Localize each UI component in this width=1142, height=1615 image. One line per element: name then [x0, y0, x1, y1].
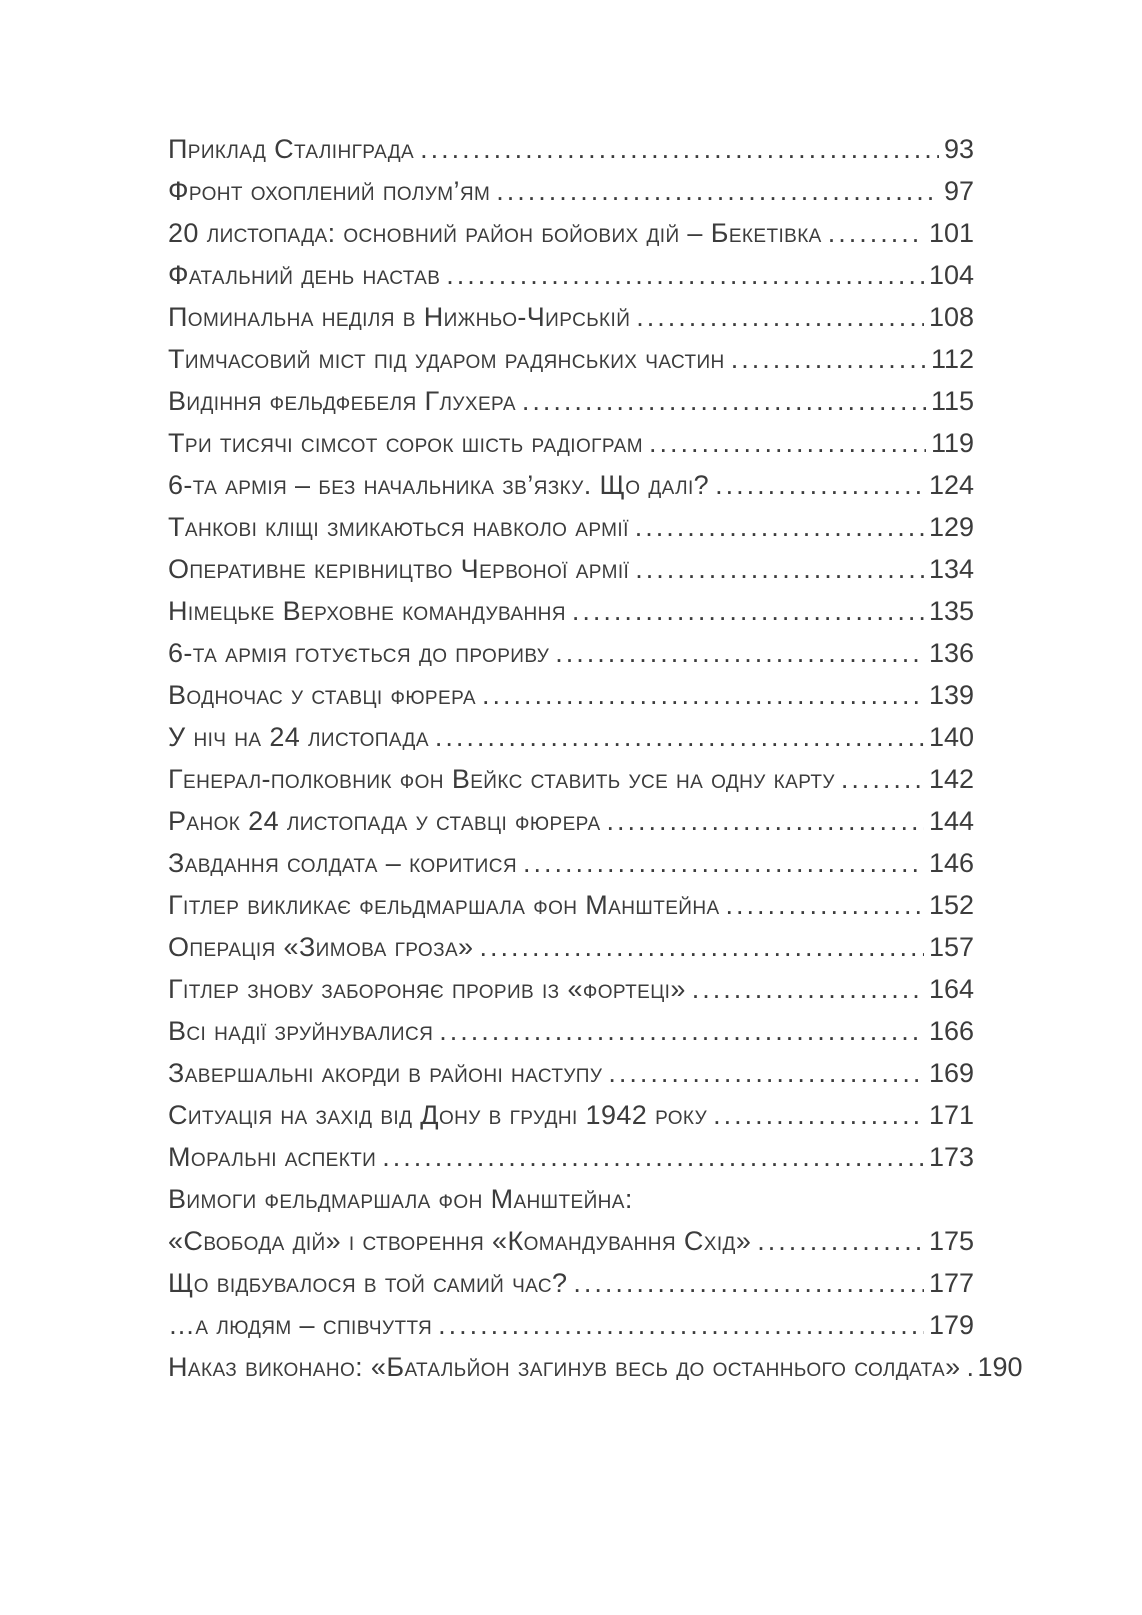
- toc-entry: [168, 674, 974, 716]
- toc-entry-page: 169: [928, 1058, 974, 1088]
- toc-entry-page: 101: [928, 218, 974, 248]
- toc-entry: [168, 1094, 974, 1136]
- toc-entry: [168, 128, 974, 170]
- toc-entry-page: 179: [928, 1310, 974, 1340]
- toc-entry-title: «Свобода дій» і створення «Командування Схід»: [168, 1226, 752, 1256]
- toc-entry-title: Видіння фельдфебеля Глухера: [168, 386, 516, 416]
- toc-entry-page: 139: [928, 680, 974, 710]
- toc-entry: [168, 170, 974, 212]
- toc-entry-page: 124: [928, 470, 974, 500]
- toc-dot-leader: [726, 884, 924, 926]
- toc-entry-title: Ситуація на захід від Дону в грудні 1942 року: [168, 1100, 708, 1130]
- toc-entry-page: 173: [928, 1142, 974, 1172]
- toc-entry-title: Вимоги фельдмаршала фон Манштейна:: [168, 1184, 633, 1214]
- toc-entry-title: Генерал-полковник фон Вейкс ставить усе на одну карту: [168, 764, 835, 794]
- toc-entry: [168, 968, 974, 1010]
- toc-entry-title: Гітлер викликає фельдмаршала фон Манштейна: [168, 890, 720, 920]
- toc-entry-page: 112: [930, 344, 974, 374]
- toc-entry-title: Приклад Сталінграда: [168, 134, 415, 164]
- toc-entry-page: 177: [928, 1268, 974, 1298]
- toc-dot-leader: [841, 758, 924, 800]
- toc-entry: [168, 1136, 974, 1178]
- toc-entry-title: Ранок 24 листопада у ставці фюрера: [168, 806, 601, 836]
- toc-entry-title: Поминальна неділя в Нижньо-Чирській: [168, 302, 631, 332]
- toc-entry-page: 152: [928, 890, 974, 920]
- toc-entry-title: Танкові кліщі змикаються навколо армії: [168, 512, 629, 542]
- toc-entry: [168, 422, 974, 464]
- toc-entry: [168, 884, 974, 926]
- toc-dot-leader: [438, 1304, 924, 1346]
- toc-entry-page: 134: [928, 554, 974, 584]
- toc-dot-leader: [573, 1262, 924, 1304]
- toc-dot-leader: [757, 1220, 924, 1262]
- toc-dot-leader: [572, 590, 924, 632]
- toc-entry-title: Гітлер знову забороняє прорив із «фортеці»: [168, 974, 686, 1004]
- toc-entry-page: 175: [928, 1226, 974, 1256]
- toc-entry: [168, 1262, 974, 1304]
- toc-entry-title: 6-та армія – без начальника зв’язку. Що далі?: [168, 470, 710, 500]
- toc-entry-page: 108: [928, 302, 974, 332]
- toc-entry: [168, 926, 974, 968]
- toc-dot-leader: [731, 338, 926, 380]
- toc-entry-page: 140: [928, 722, 974, 752]
- toc-entry-page: 129: [928, 512, 974, 542]
- toc-entry: [168, 1220, 974, 1262]
- toc-dot-leader: [713, 1094, 924, 1136]
- toc-entry-page: 97: [943, 176, 974, 206]
- toc-entry: [168, 800, 974, 842]
- toc-entry-page: 136: [928, 638, 974, 668]
- toc-entry: [168, 632, 974, 674]
- toc-dot-leader: [828, 212, 924, 254]
- toc-entry-title: Наказ виконано: «Батальйон загинув весь до останнього солдата»: [168, 1352, 961, 1382]
- toc-dot-leader: [446, 254, 924, 296]
- toc-entry: [168, 590, 974, 632]
- toc-entry-page: 135: [928, 596, 974, 626]
- toc-entry: [168, 1178, 974, 1220]
- toc-entry-title: Водночас у ставці фюрера: [168, 680, 476, 710]
- toc-entry-page: 157: [928, 932, 974, 962]
- toc-entry-title: Фатальний день настав: [168, 260, 441, 290]
- toc-entry: [168, 1304, 974, 1346]
- toc-dot-leader: [382, 1136, 924, 1178]
- toc-entry-page: 166: [928, 1016, 974, 1046]
- toc-dot-leader: [555, 632, 924, 674]
- toc-dot-leader: [649, 422, 926, 464]
- toc-dot-leader: [482, 674, 924, 716]
- toc-entry-page: 146: [928, 848, 974, 878]
- toc-entry-title: …а людям – співчуття: [168, 1310, 433, 1340]
- toc-entry-page: 142: [928, 764, 974, 794]
- toc-entry-title: У ніч на 24 листопада: [168, 722, 429, 752]
- toc-entry: [168, 842, 974, 884]
- toc-entry: [168, 464, 974, 506]
- toc-dot-leader: [523, 842, 924, 884]
- toc-dot-leader: [715, 464, 924, 506]
- toc-entry: [168, 254, 974, 296]
- toc-list: [168, 128, 1023, 1388]
- toc-entry-title: Тимчасовий міст під ударом радянських частин: [168, 344, 725, 374]
- toc-entry: [168, 212, 974, 254]
- toc-dot-leader: [420, 128, 939, 170]
- toc-entry: [168, 548, 974, 590]
- toc-dot-leader: [636, 296, 924, 338]
- toc-entry: [168, 380, 974, 422]
- toc-entry-page: 144: [928, 806, 974, 836]
- toc-entry-title: Три тисячі сімсот сорок шість радіограм: [168, 428, 643, 458]
- toc-entry-title: Операція «Зимова гроза»: [168, 932, 474, 962]
- toc-entry-page: 171: [928, 1100, 974, 1130]
- toc-entry-title: Фронт охоплений полум’ям: [168, 176, 491, 206]
- toc-entry: [168, 338, 974, 380]
- toc-entry: [168, 1010, 974, 1052]
- toc-entry-page: 164: [928, 974, 974, 1004]
- toc-entry-title: Що відбувалося в той самий час?: [168, 1268, 568, 1298]
- toc-entry-title: Німецьке Верховне командування: [168, 596, 566, 626]
- toc-entry-page: 190: [977, 1352, 1023, 1382]
- toc-dot-leader: [608, 1052, 924, 1094]
- toc-entry: [168, 296, 974, 338]
- toc-dot-leader: [692, 968, 924, 1010]
- toc-dot-leader: [635, 548, 924, 590]
- toc-dot-leader: [496, 170, 939, 212]
- toc-entry-title: Всі надії зруйнувалися: [168, 1016, 434, 1046]
- toc-dot-leader: [479, 926, 923, 968]
- toc-entry: [168, 506, 974, 548]
- toc-dot-leader: [435, 716, 924, 758]
- toc-dot-leader: [635, 506, 924, 548]
- toc-entry-title: 6-та армія готується до прориву: [168, 638, 550, 668]
- toc-dot-leader: [522, 380, 926, 422]
- toc-entry-title: 20 листопада: основний район бойових дій – Бекетівка: [168, 218, 822, 248]
- toc-dot-leader: [607, 800, 924, 842]
- toc-entry-title: Завершальні акорди в районі наступу: [168, 1058, 603, 1088]
- toc-entry-title: Моральні аспекти: [168, 1142, 377, 1172]
- toc-entry: [168, 1052, 974, 1094]
- toc-entry-title: Завдання солдата – коритися: [168, 848, 517, 878]
- toc-entry-page: 93: [943, 134, 974, 164]
- toc-dot-leader: [967, 1346, 973, 1388]
- toc-entry: [168, 758, 974, 800]
- toc-entry: [168, 716, 974, 758]
- toc-entry-page: 115: [930, 386, 974, 416]
- toc-entry-page: 104: [928, 260, 974, 290]
- toc-entry-title: Оперативне керівництво Червоної армії: [168, 554, 630, 584]
- toc-entry-page: 119: [930, 428, 974, 458]
- toc-entry: [168, 1346, 1023, 1388]
- toc-dot-leader: [439, 1010, 924, 1052]
